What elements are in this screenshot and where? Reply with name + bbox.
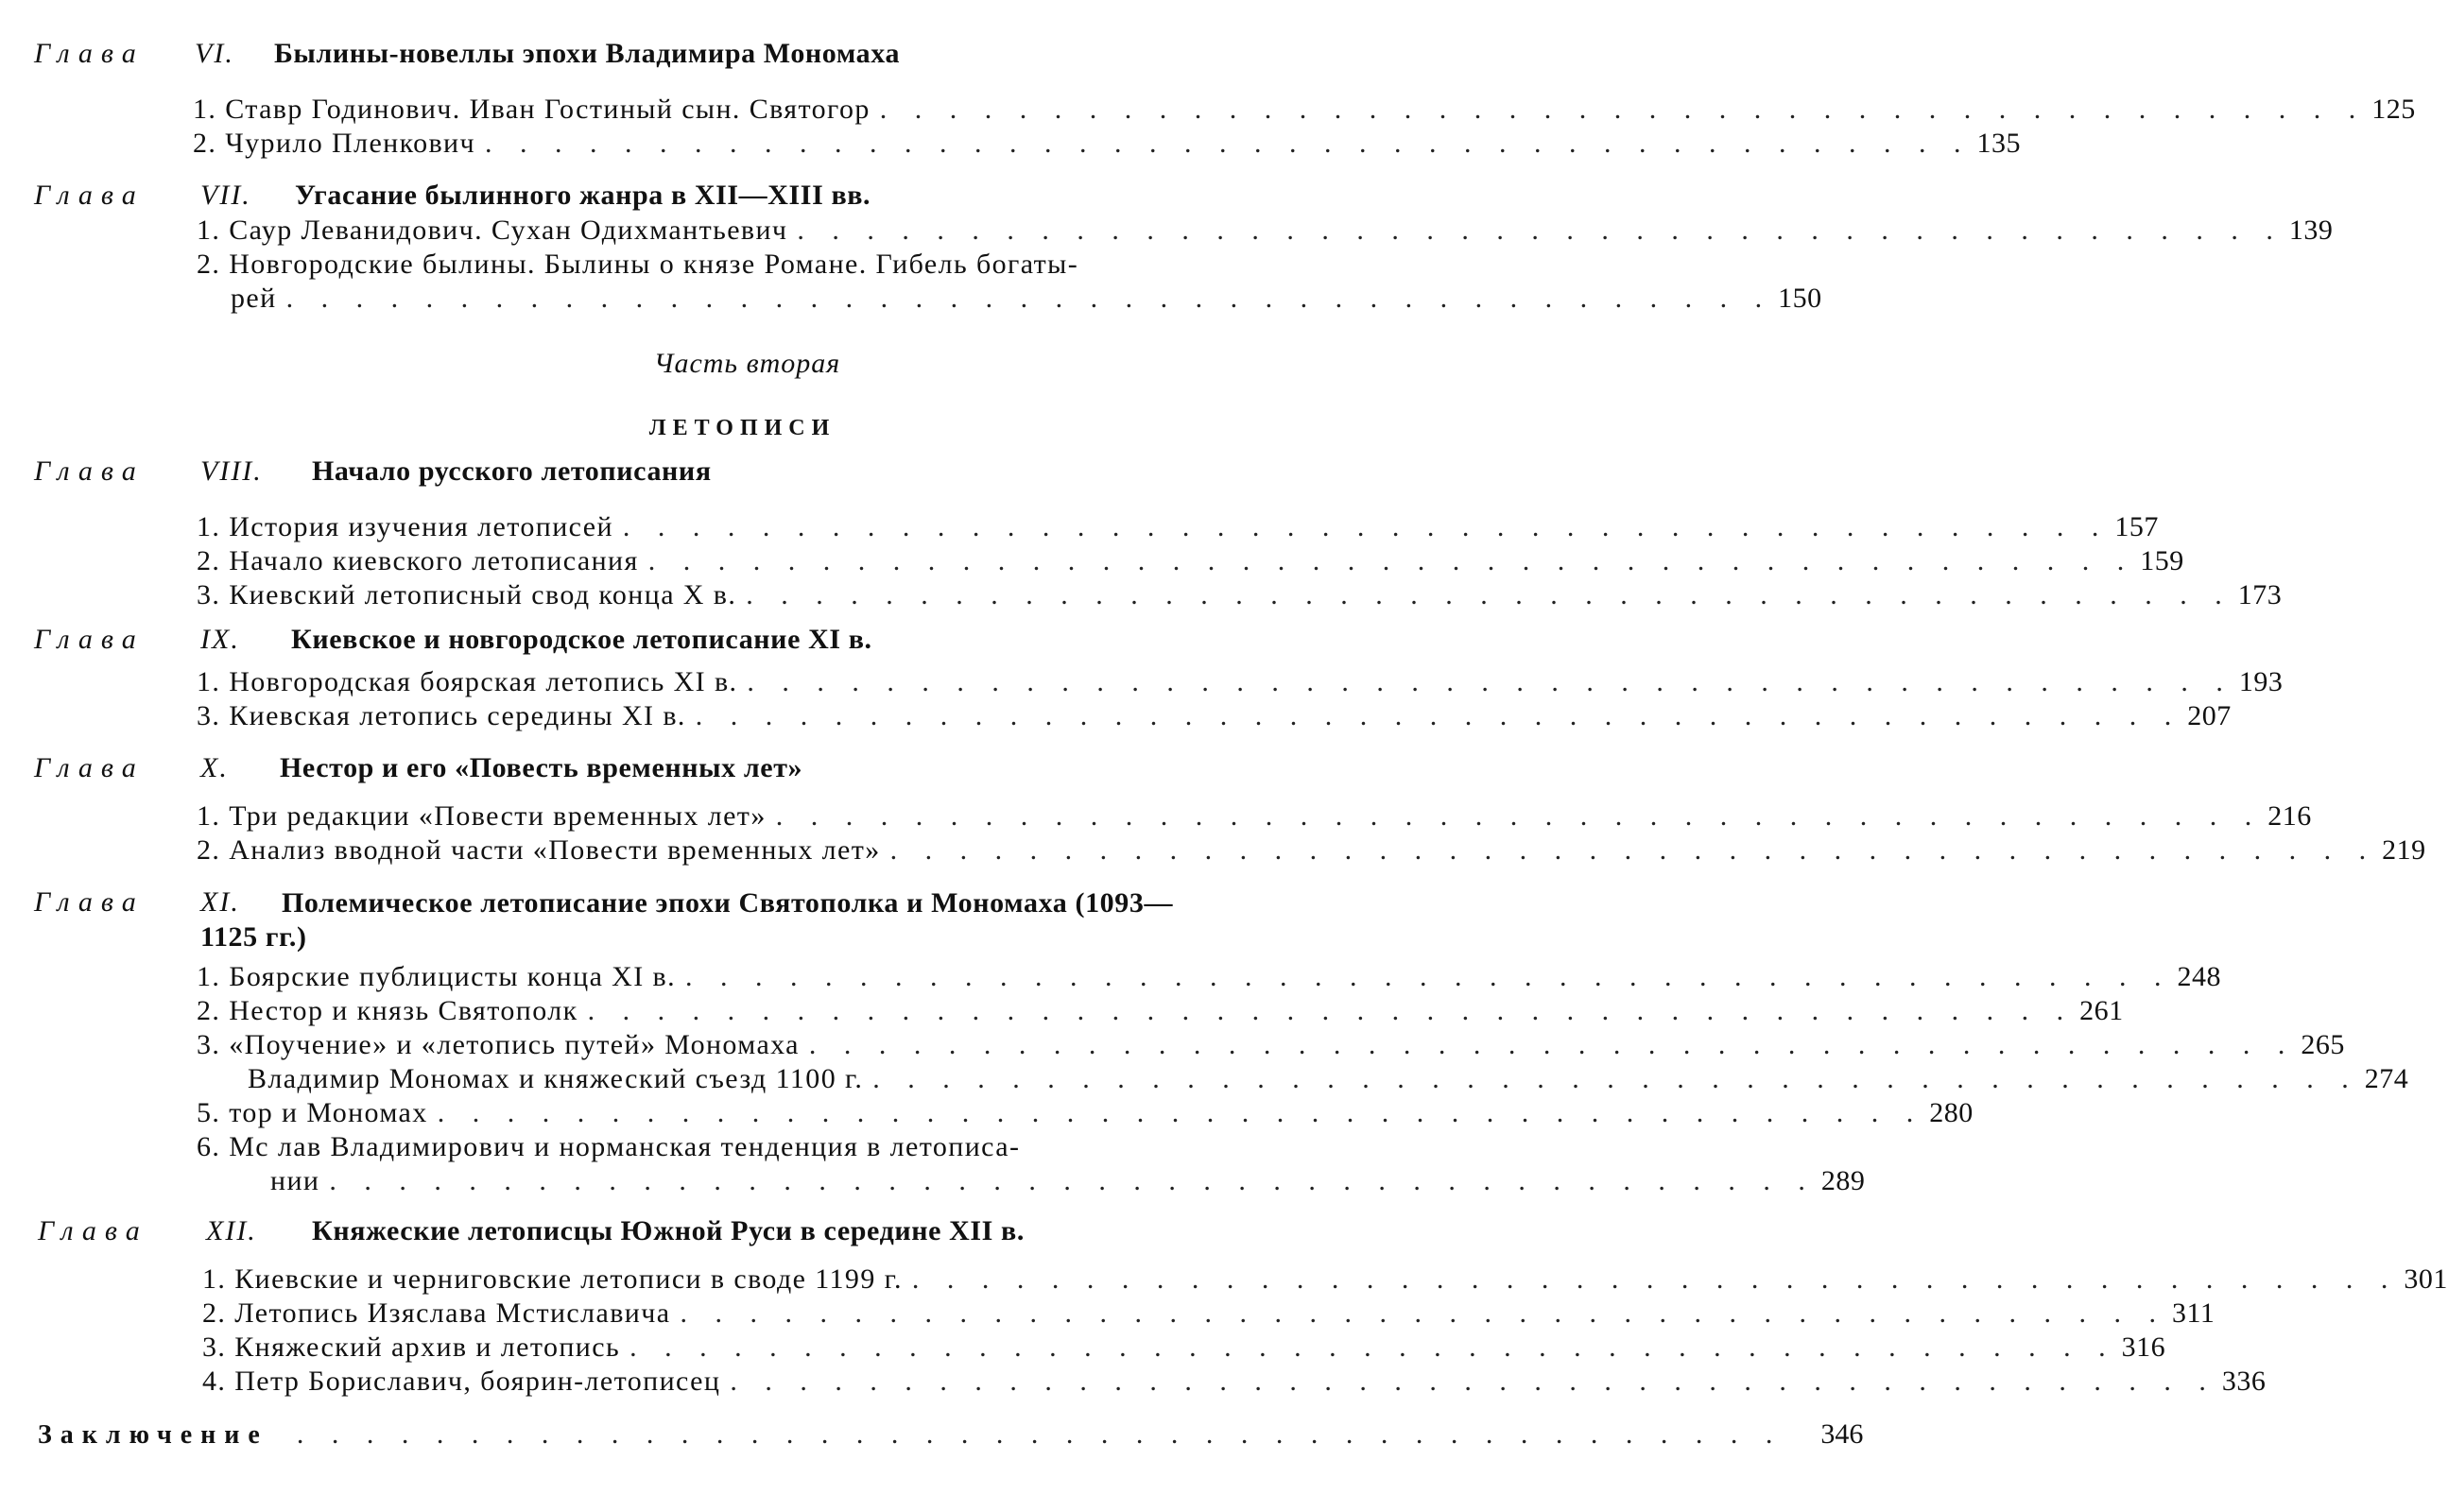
toc-entry: [197, 510, 2159, 544]
page-number: 274: [2364, 1063, 2409, 1094]
leader-dots: . . . . . . . . . . . . . . . . . . . . . . . . . . . . . . . . . . . . . . . . . . .: [329, 1165, 1816, 1196]
toc-entry: [197, 960, 2222, 994]
toc-entry-text: 1. Новгородская боярская летопись XI в.: [197, 666, 738, 697]
toc-entry-text: 5. тор и Мономах: [197, 1097, 428, 1128]
chapter-number: VIII.: [200, 455, 263, 487]
toc-entry-text: 1. Ставр Годинович. Иван Гостиный сын. Святогор: [193, 94, 871, 125]
conclusion-entry: [38, 1418, 1864, 1452]
leader-dots: . . . . . . . . . . . . . . . . . . . . . . . . . . . . . . . . . . . . . . . . . . .: [296, 1418, 1784, 1450]
chapter-number: X.: [200, 752, 229, 783]
page-number: 219: [2382, 834, 2426, 866]
leader-dots: . . . . . . . . . . . . . . . . . . . . . . . . . . . . . . . . . . . . . . . . . . .: [747, 666, 2233, 697]
leader-dots: . . . . . . . . . . . . . . . . . . . . . . . . . . . . . . . . . . . . . . . . . . .: [730, 1366, 2216, 1397]
leader-dots: . . . . . . . . . . . . . . . . . . . . . . . . . . . . . . . . . . . . . . . . . . .: [629, 1332, 2116, 1363]
toc-entry-continuation: [231, 282, 1822, 316]
toc-entry-text: 1. История изучения летописей: [197, 511, 613, 542]
leader-dots: . . . . . . . . . . . . . . . . . . . . . . . . . . . . . . . . . . . . . . . . . . .: [285, 283, 1773, 314]
section-title: ЛЕТОПИСИ: [648, 416, 836, 440]
toc-entry: [197, 578, 2283, 612]
toc-entry-text: 2. Чурило Пленкович: [193, 128, 475, 159]
conclusion-label: Заключение: [38, 1420, 268, 1450]
toc-entry: [197, 1096, 1974, 1130]
chapter-label: Глава: [34, 886, 145, 918]
page-number: 311: [2171, 1297, 2215, 1329]
toc-entry-text: 2. Начало киевского летописания: [197, 545, 639, 576]
toc-entry: [197, 544, 2184, 578]
toc-entry-text: 6. Мс лав Владимирович и норманская тенденция в летописа-: [197, 1131, 1021, 1162]
page-number: 139: [2288, 215, 2334, 246]
chapter-title: Начало русского летописания: [312, 455, 712, 487]
leader-dots: . . . . . . . . . . . . . . . . . . . . . . . . . . . . . . . . . . . . . . . . . . .: [797, 215, 2284, 246]
toc-entry-text: 2. Нестор и князь Святополк: [197, 995, 578, 1026]
toc-entry: [202, 1365, 2267, 1399]
leader-dots: . . . . . . . . . . . . . . . . . . . . . . . . . . . . . . . . . . . . . . . . . . .: [647, 545, 2135, 576]
toc-entry: [197, 1028, 2345, 1062]
leader-dots: . . . . . . . . . . . . . . . . . . . . . . . . . . . . . . . . . . . . . . . . . . .: [485, 128, 1972, 159]
chapter-title: Киевское и новгородское летописание XI в.: [291, 624, 872, 655]
chapter-title: Угасание былинного жанра в XII—XIII вв.: [295, 180, 871, 211]
chapter-number: VI.: [195, 38, 234, 69]
page-number: 280: [1929, 1097, 1974, 1128]
page-number: 336: [2221, 1366, 2267, 1397]
leader-dots: . . . . . . . . . . . . . . . . . . . . . . . . . . . . . . . . . . . . . . . . . . .: [685, 961, 2172, 992]
leader-dots: . . . . . . . . . . . . . . . . . . . . . . . . . . . . . . . . . . . . . . . . . . .: [872, 1063, 2359, 1094]
leader-dots: . . . . . . . . . . . . . . . . . . . . . . . . . . . . . . . . . . . . . . . . . . .: [680, 1297, 2166, 1329]
page-number: 289: [1820, 1165, 1866, 1196]
chapter-title: Былины-новеллы эпохи Владимира Мономаха: [274, 38, 901, 69]
chapter-label: Глава: [34, 38, 145, 69]
toc-entry-text: 1. Боярские публицисты конца XI в.: [197, 961, 677, 992]
page-number: 193: [2238, 666, 2284, 697]
leader-dots: . . . . . . . . . . . . . . . . . . . . . . . . . . . . . . . . . . . . . . . . . . .: [911, 1263, 2399, 1295]
toc-entry: [202, 1297, 2215, 1331]
toc-entry-text: Владимир Мономах и княжеский съезд 1100 г.: [248, 1063, 864, 1094]
chapter-number: VII.: [200, 180, 251, 211]
page-number: 150: [1778, 283, 1822, 314]
page-number: 125: [2371, 94, 2416, 125]
chapter-title: Полемическое летописание эпохи Святополка и Мономаха (1093—1125 гг.): [200, 887, 1174, 953]
chapter-number: IX.: [200, 624, 240, 655]
toc-entry: [197, 1130, 1327, 1164]
toc-entry: [193, 93, 2416, 127]
leader-dots: . . . . . . . . . . . . . . . . . . . . . . . . . . . . . . . . . . . . . . . . . . .: [808, 1029, 2296, 1060]
page-number: 173: [2237, 579, 2283, 610]
leader-dots: . . . . . . . . . . . . . . . . . . . . . . . . . . . . . . . . . . . . . . . . . . .: [437, 1097, 1924, 1128]
toc-entry: [248, 1062, 2409, 1096]
toc-entry-text: рей: [231, 283, 277, 314]
page-number: 301: [2404, 1263, 2448, 1295]
chapter-label: Глава: [34, 624, 145, 655]
chapter-label: Глава: [34, 180, 145, 211]
toc-entry-text: 2. Новгородские былины. Былины о князе Романе. Гибель богаты-: [197, 249, 1079, 280]
part-title: Часть вторая: [653, 348, 841, 379]
toc-entry: [197, 994, 2124, 1028]
page-number: 207: [2187, 700, 2232, 731]
page-number: 159: [2140, 545, 2184, 576]
toc-entry: [197, 665, 2284, 699]
page-number: 261: [2079, 995, 2124, 1026]
toc-entry: [197, 248, 1327, 282]
chapter-number: XI.: [200, 886, 240, 918]
chapter-label: Глава: [38, 1215, 148, 1246]
leader-dots: . . . . . . . . . . . . . . . . . . . . . . . . . . . . . . . . . . . . . . . . . . .: [622, 511, 2110, 542]
toc-entry-continuation: [270, 1164, 1866, 1198]
leader-dots: . . . . . . . . . . . . . . . . . . . . . . . . . . . . . . . . . . . . . . . . . . .: [775, 800, 2263, 832]
chapter-label: Глава: [34, 752, 145, 783]
toc-entry: [197, 699, 2232, 733]
leader-dots: . . . . . . . . . . . . . . . . . . . . . . . . . . . . . . . . . . . . . . . . . . .: [695, 700, 2182, 731]
toc-entry-text: нии: [270, 1165, 320, 1196]
toc-entry-text: 1. Саур Леванидович. Сухан Одихмантьевич: [197, 215, 788, 246]
page-number: 248: [2177, 961, 2222, 992]
toc-entry: [197, 799, 2312, 833]
toc-entry-text: 4. Петр Бориславич, боярин-летописец: [202, 1366, 721, 1397]
leader-dots: . . . . . . . . . . . . . . . . . . . . . . . . . . . . . . . . . . . . . . . . . . .: [746, 579, 2233, 610]
toc-entry: [193, 127, 2021, 161]
toc-entry-text: 3. «Поучение» и «летопись путей» Мономаха: [197, 1029, 800, 1060]
toc-entry: [202, 1263, 2448, 1297]
page-number: 135: [1976, 128, 2021, 159]
page-number: 316: [2121, 1332, 2166, 1363]
toc-entry: [202, 1331, 2166, 1365]
leader-dots: . . . . . . . . . . . . . . . . . . . . . . . . . . . . . . . . . . . . . . . . . . .: [879, 94, 2367, 125]
toc-entry-text: 3. Киевская летопись середины XI в.: [197, 700, 686, 731]
toc-entry-text: 1. Три редакции «Повести временных лет»: [197, 800, 767, 832]
page-number: 216: [2267, 800, 2312, 832]
toc-entry: [197, 214, 2334, 248]
toc-entry-text: 3. Княжеский архив и летопись: [202, 1332, 621, 1363]
toc-entry-text: 2. Анализ вводной части «Повести временных лет»: [197, 834, 881, 866]
chapter-number: XII.: [206, 1215, 257, 1246]
chapter-label: Глава: [34, 455, 145, 487]
toc-entry-text: 1. Киевские и черниговские летописи в своде 1199 г.: [202, 1263, 903, 1295]
toc-entry-text: 2. Летопись Изяслава Мстиславича: [202, 1297, 671, 1329]
leader-dots: . . . . . . . . . . . . . . . . . . . . . . . . . . . . . . . . . . . . . . . . . . .: [889, 834, 2377, 866]
toc-entry: [197, 833, 2426, 868]
leader-dots: . . . . . . . . . . . . . . . . . . . . . . . . . . . . . . . . . . . . . . . . . . .: [587, 995, 2075, 1026]
chapter-title: Нестор и его «Повесть временных лет»: [280, 752, 803, 783]
page-number: 265: [2301, 1029, 2345, 1060]
page-number: 346: [1820, 1418, 1864, 1450]
page-number: 157: [2114, 511, 2159, 542]
toc-entry-text: 3. Киевский летописный свод конца X в.: [197, 579, 737, 610]
chapter-title: Княжеские летописцы Южной Руси в середине XII в.: [312, 1215, 1025, 1246]
